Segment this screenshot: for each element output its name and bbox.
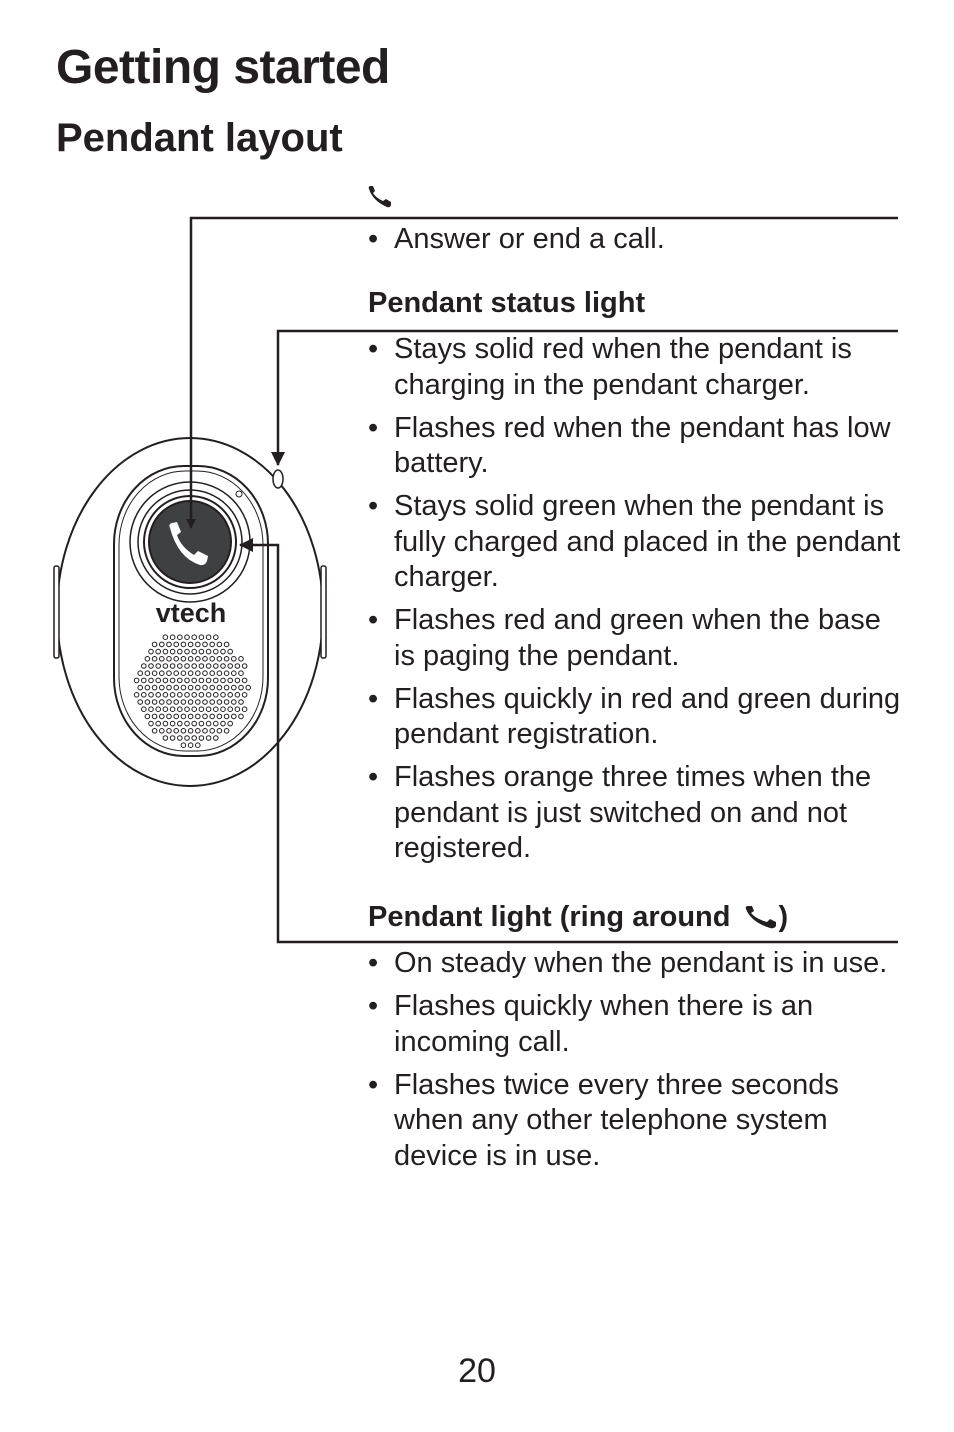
grille-hole [152, 642, 157, 647]
grille-hole [192, 736, 197, 741]
grille-hole [181, 685, 186, 690]
grille-hole [188, 685, 193, 690]
grille-hole [232, 714, 237, 719]
grille-hole [156, 649, 161, 654]
grille-hole [152, 657, 157, 662]
grille-hole [206, 721, 211, 726]
grille-hole [239, 657, 244, 662]
grille-hole [210, 729, 215, 734]
grille-hole [221, 649, 226, 654]
grille-hole [152, 700, 157, 705]
grille-hole [196, 700, 201, 705]
grille-hole [152, 685, 157, 690]
grille-hole [145, 657, 150, 662]
grille-hole [160, 700, 165, 705]
grille-hole [185, 707, 190, 712]
grille-hole [224, 685, 229, 690]
grille-hole [228, 649, 233, 654]
grille-hole [239, 685, 244, 690]
grille-hole [178, 678, 183, 683]
grille-hole [142, 664, 147, 669]
grille-hole [203, 685, 208, 690]
grille-hole [149, 664, 154, 669]
grille-hole [181, 714, 186, 719]
grille-hole [206, 649, 211, 654]
grille-hole [199, 664, 204, 669]
grille-hole [188, 657, 193, 662]
grille-hole [156, 664, 161, 669]
grille-hole [149, 707, 154, 712]
grille-hole [149, 649, 154, 654]
grille-hole [235, 693, 240, 698]
grille-hole [174, 685, 179, 690]
grille-hole [214, 736, 219, 741]
grille-hole [214, 693, 219, 698]
phone-handset-icon [743, 905, 779, 929]
grille-hole [181, 700, 186, 705]
grille-hole [214, 649, 219, 654]
grille-hole [221, 707, 226, 712]
grille-hole [181, 671, 186, 676]
grille-hole [196, 657, 201, 662]
grille-hole [210, 657, 215, 662]
grille-hole [242, 693, 247, 698]
grille-hole [174, 700, 179, 705]
grille-hole [217, 729, 222, 734]
grille-hole [235, 678, 240, 683]
grille-hole [239, 671, 244, 676]
grille-hole [170, 707, 175, 712]
grille-hole [174, 657, 179, 662]
grille-hole [160, 657, 165, 662]
grille-hole [224, 700, 229, 705]
grille-hole [156, 707, 161, 712]
grille-hole [145, 700, 150, 705]
grille-hole [206, 736, 211, 741]
grille-hole [203, 700, 208, 705]
grille-hole [228, 693, 233, 698]
grille-hole [160, 642, 165, 647]
grille-hole [181, 729, 186, 734]
list-item: • On steady when the pendant is in use. [368, 946, 908, 982]
grille-hole [185, 649, 190, 654]
grille-hole [142, 693, 147, 698]
grille-hole [178, 721, 183, 726]
grille-hole [192, 678, 197, 683]
grille-hole [181, 743, 186, 748]
grille-hole [167, 685, 172, 690]
grille-hole [232, 700, 237, 705]
grille-hole [163, 664, 168, 669]
grille-hole [214, 635, 219, 640]
grille-hole [181, 642, 186, 647]
grille-hole [152, 714, 157, 719]
grille-hole [192, 721, 197, 726]
grille-hole [170, 721, 175, 726]
grille-hole [242, 678, 247, 683]
grille-hole [149, 693, 154, 698]
grille-hole [228, 664, 233, 669]
grille-hole [138, 700, 143, 705]
page-title: Getting started [56, 41, 390, 94]
list-item: • Flashes twice every three seconds when any other telephone system device is in use. [368, 1068, 908, 1175]
grille-hole [196, 671, 201, 676]
grille-hole [178, 693, 183, 698]
grille-hole [196, 743, 201, 748]
grille-hole [199, 736, 204, 741]
grille-hole [138, 671, 143, 676]
grille-hole [170, 649, 175, 654]
grille-hole [224, 657, 229, 662]
grille-hole [203, 671, 208, 676]
grille-hole [246, 685, 251, 690]
grille-hole [199, 693, 204, 698]
grille-hole [178, 664, 183, 669]
grille-hole [174, 714, 179, 719]
grille-hole [185, 736, 190, 741]
grille-hole [178, 707, 183, 712]
grille-hole [145, 714, 150, 719]
grille-hole [224, 729, 229, 734]
grille-hole [170, 664, 175, 669]
grille-hole [228, 678, 233, 683]
grille-hole [142, 678, 147, 683]
grille-hole [206, 664, 211, 669]
grille-hole [134, 678, 139, 683]
grille-hole [185, 678, 190, 683]
grille-hole [188, 642, 193, 647]
grille-hole [242, 664, 247, 669]
grille-hole [178, 635, 183, 640]
grille-hole [192, 649, 197, 654]
grille-hole [170, 678, 175, 683]
grille-hole [188, 714, 193, 719]
grille-hole [160, 671, 165, 676]
grille-hole [210, 714, 215, 719]
grille-hole [185, 664, 190, 669]
grille-hole [228, 721, 233, 726]
grille-hole [217, 714, 222, 719]
grille-hole [149, 678, 154, 683]
grille-hole [160, 714, 165, 719]
grille-hole [170, 736, 175, 741]
grille-hole [192, 635, 197, 640]
grille-hole [167, 657, 172, 662]
grille-hole [221, 678, 226, 683]
brand-logo: vtech [155, 598, 227, 628]
grille-hole [181, 657, 186, 662]
grille-hole [145, 685, 150, 690]
grille-hole [174, 671, 179, 676]
grille-hole [188, 743, 193, 748]
grille-hole [206, 635, 211, 640]
grille-hole [239, 700, 244, 705]
grille-hole [199, 707, 204, 712]
grille-hole [221, 664, 226, 669]
ring-light-title-text: Pendant light (ring around [368, 901, 731, 933]
grille-hole [163, 635, 168, 640]
grille-hole [217, 685, 222, 690]
ring-light-title-suffix: ) [778, 901, 789, 933]
grille-hole [224, 714, 229, 719]
ring-light-title [368, 901, 788, 934]
grille-hole [167, 700, 172, 705]
grille-hole [206, 707, 211, 712]
list-item: • Flashes red and green when the base is paging the pendant. [368, 603, 908, 674]
grille-hole [210, 671, 215, 676]
grille-hole [224, 642, 229, 647]
grille-hole [210, 685, 215, 690]
grille-hole [239, 714, 244, 719]
grille-hole [203, 657, 208, 662]
grille-hole [210, 642, 215, 647]
grille-hole [217, 657, 222, 662]
grille-hole [134, 693, 139, 698]
grille-hole [142, 707, 147, 712]
grille-hole [152, 729, 157, 734]
grille-hole [192, 664, 197, 669]
page-number: 20 [458, 1352, 496, 1390]
grille-hole [167, 714, 172, 719]
grille-hole [210, 700, 215, 705]
grille-hole [228, 707, 233, 712]
grille-hole [196, 642, 201, 647]
grille-hole [235, 664, 240, 669]
list-item: • Flashes quickly when there is an incoming call. [368, 989, 908, 1060]
grille-hole [170, 635, 175, 640]
grille-hole [214, 664, 219, 669]
grille-hole [217, 671, 222, 676]
grille-hole [235, 707, 240, 712]
grille-hole [163, 693, 168, 698]
grille-hole [203, 642, 208, 647]
list-item: • Flashes quickly in red and green during pendant registration. [368, 682, 908, 753]
grille-hole [221, 721, 226, 726]
grille-hole [178, 649, 183, 654]
section-title: Pendant layout [56, 116, 343, 160]
grille-hole [138, 685, 143, 690]
grille-hole [203, 729, 208, 734]
status-light-list [368, 332, 908, 874]
grille-hole [192, 693, 197, 698]
grille-hole [167, 671, 172, 676]
grille-hole [163, 707, 168, 712]
phone-handset-icon [369, 186, 391, 207]
grille-hole [156, 693, 161, 698]
grille-hole [196, 685, 201, 690]
grille-hole [156, 721, 161, 726]
grille-hole [214, 721, 219, 726]
grille-hole [199, 649, 204, 654]
grille-hole [174, 642, 179, 647]
grille-hole [232, 685, 237, 690]
ring-light-list [368, 946, 908, 1182]
grille-hole [188, 671, 193, 676]
grille-hole [163, 736, 168, 741]
grille-hole [206, 693, 211, 698]
grille-hole [163, 678, 168, 683]
grille-hole [199, 635, 204, 640]
status-light-title: Pendant status light [368, 287, 646, 319]
grille-hole [217, 642, 222, 647]
list-item: • Answer or end a call. [368, 222, 908, 258]
grille-hole [214, 707, 219, 712]
list-item: • Flashes red when the pendant has low battery. [368, 411, 908, 482]
grille-hole [199, 721, 204, 726]
grille-hole [185, 721, 190, 726]
grille-hole [160, 729, 165, 734]
grille-hole [163, 721, 168, 726]
grille-hole [224, 671, 229, 676]
grille-hole [156, 678, 161, 683]
grille-hole [196, 714, 201, 719]
grille-hole [188, 700, 193, 705]
list-item: • Stays solid green when the pendant is fully charged and placed in the pendant charger. [368, 489, 908, 596]
grille-hole [167, 642, 172, 647]
grille-hole [174, 729, 179, 734]
grille-hole [214, 678, 219, 683]
grille-hole [199, 678, 204, 683]
grille-hole [232, 657, 237, 662]
grille-hole [167, 729, 172, 734]
grille-hole [232, 671, 237, 676]
list-item: • Flashes orange three times when the pendant is just switched on and not registered. [368, 760, 908, 867]
grille-hole [242, 707, 247, 712]
list-item: • Stays solid red when the pendant is charging in the pendant charger. [368, 332, 908, 403]
grille-hole [206, 678, 211, 683]
grille-hole [149, 721, 154, 726]
grille-hole [160, 685, 165, 690]
grille-hole [145, 671, 150, 676]
grille-hole [221, 693, 226, 698]
grille-hole [203, 714, 208, 719]
grille-hole [178, 736, 183, 741]
grille-hole [163, 649, 168, 654]
grille-hole [152, 671, 157, 676]
grille-hole [196, 729, 201, 734]
call-key-list [368, 222, 908, 265]
grille-hole [170, 693, 175, 698]
grille-hole [188, 729, 193, 734]
grille-hole [217, 700, 222, 705]
grille-hole [185, 635, 190, 640]
grille-hole [192, 707, 197, 712]
grille-hole [185, 693, 190, 698]
